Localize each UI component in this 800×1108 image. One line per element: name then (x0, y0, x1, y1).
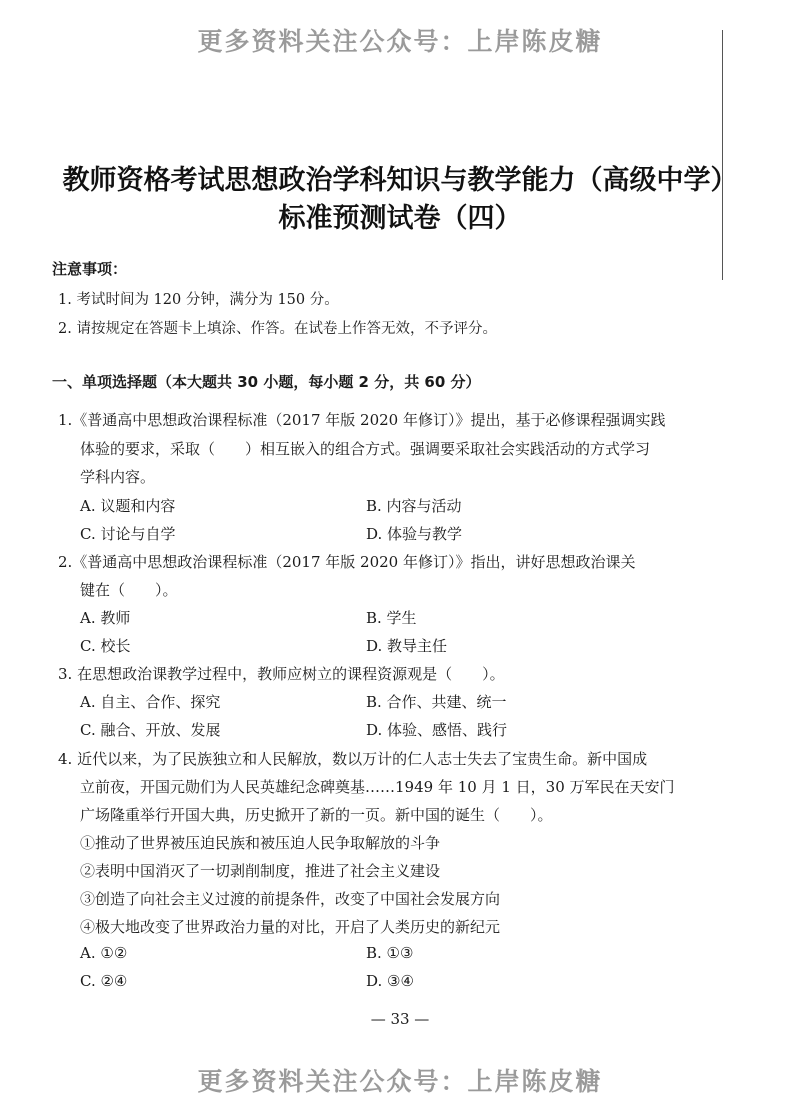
q4-option-b: B. ①③ (366, 944, 414, 962)
watermark-bottom: 更多资料关注公众号：上岸陈皮糖 (197, 1067, 603, 1096)
notes-label: 注意事项： (52, 260, 128, 278)
note-item-2: 2. 请按规定在答题卡上填涂、作答。在试卷上作答无效，不予评分。 (58, 321, 497, 337)
q3-option-b: B. 合作、共建、统一 (366, 693, 507, 711)
q2-option-d: D. 教导主任 (366, 637, 448, 655)
q1-option-d: D. 体验与教学 (366, 525, 463, 543)
q1-line-1: 1.《普通高中思想政治课程标准（2017 年版 2020 年修订）》提出，基于必修课程强调实践 (58, 411, 666, 429)
q4-line-1: 4. 近代以来，为了民族独立和人民解放，数以万计的仁人志士失去了宝贵生命。新中国成 (58, 750, 648, 768)
q2-line-2: 键在（ ）。 (80, 581, 178, 599)
q1-option-b: B. 内容与活动 (366, 497, 462, 515)
q4-line-2: 立前夜，开国元勋们为人民英雄纪念碑奠基……1949 年 10 月 1 日，30 万军民在天安门 (80, 778, 675, 796)
watermark-top: 更多资料关注公众号：上岸陈皮糖 (197, 27, 603, 56)
q4-statement-3: ③创造了向社会主义过渡的前提条件，改变了中国社会发展方向 (80, 890, 501, 908)
q4-statement-2: ②表明中国消灭了一切剥削制度，推进了社会主义建设 (80, 862, 441, 880)
q4-statement-1: ①推动了世界被压迫民族和被压迫人民争取解放的斗争 (80, 834, 441, 852)
q3-option-a: A. 自主、合作、探究 (80, 693, 221, 711)
note-item-1: 1. 考试时间为 120 分钟，满分为 150 分。 (58, 292, 339, 308)
scan-edge-line (722, 30, 723, 280)
q3-option-c: C. 融合、开放、发展 (80, 721, 221, 739)
q2-option-b: B. 学生 (366, 609, 417, 627)
q1-option-a: A. 议题和内容 (80, 497, 176, 515)
q4-option-d: D. ③④ (366, 972, 414, 990)
q3-line-1: 3. 在思想政治课教学过程中，教师应树立的课程资源观是（ ）。 (58, 665, 505, 683)
section-heading: 一、单项选择题（本大题共 30 小题，每小题 2 分，共 60 分） (52, 373, 481, 391)
q4-statement-4: ④极大地改变了世界政治力量的对比，开启了人类历史的新纪元 (80, 918, 501, 936)
title-line-1: 教师资格考试思想政治学科知识与教学能力（高级中学） (62, 165, 738, 196)
q4-line-3: 广场隆重举行开国大典，历史掀开了新的一页。新中国的诞生（ ）。 (80, 806, 553, 824)
q3-option-d: D. 体验、感悟、践行 (366, 721, 508, 739)
q4-option-a: A. ①② (80, 944, 128, 962)
q2-option-a: A. 教师 (80, 609, 131, 627)
q1-line-3: 学科内容。 (80, 468, 156, 486)
page-number: — 33 — (370, 1010, 430, 1028)
q2-option-c: C. 校长 (80, 637, 131, 655)
q2-line-1: 2.《普通高中思想政治课程标准（2017 年版 2020 年修订）》指出，讲好思想政治课关 (58, 553, 636, 571)
q1-option-c: C. 讨论与自学 (80, 525, 176, 543)
q1-line-2: 体验的要求，采取（ ）相互嵌入的组合方式。强调要采取社会实践活动的方式学习 (80, 440, 651, 458)
q4-option-c: C. ②④ (80, 972, 128, 990)
title-line-2: 标准预测试卷（四） (278, 203, 522, 234)
